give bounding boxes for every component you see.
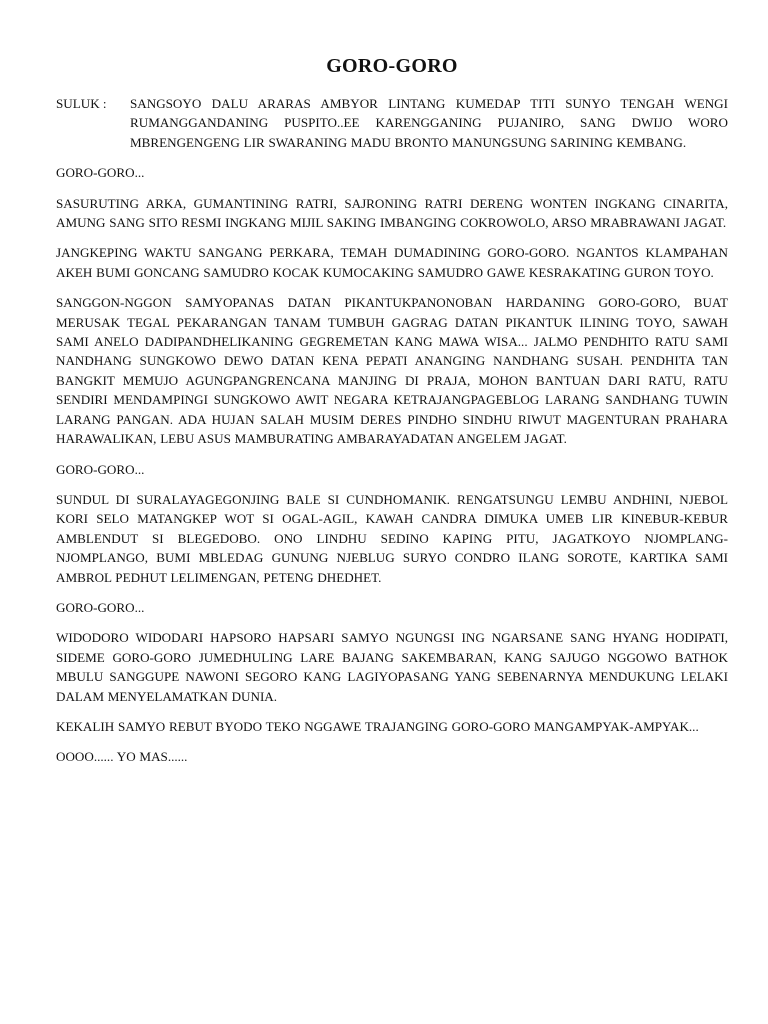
paragraph-kekalih: KEKALIH SAMYO REBUT BYODO TEKO NGGAWE TRAJANGING GORO-GORO MANGAMPYAK-AMPYAK... [56,718,699,734]
paragraph-sanggon-nggon: SANGGON-NGGON SAMYOPANAS DATAN PIKANTUKPANONOBAN HARDANING GORO-GORO, BUAT MERUSAK TEGAL PEKARANGAN TANAM TUMBUH GAGRAG DATAN PIKANTUK ILINING TOYO, SAWAH SAMI ANELO DADIPANDHELIKANING GEGREMETAN KANG MAWA WISA... JALMO PENDHITO RATU SAMI NANDHANG SUNGKOWO DEWO DATAN KENA PEPATI ANANGING NANDHANG SUSAH. PENDHITA TAN BANGKIT MEMUJO AGUNGPANGRENCANA MANJING DI PRAJA, MOHON BANTUAN DARI RATU, RATU SENDIRI MENDAMPINGI SUNGKOWO AWIT NEGARA KETRAJANGPAGEBLOG LARANG SANDHANG TUWIN LARANG PANGAN. ADA HUJAN SALAH MUSIM DERES PINDHO SINDHU RIWUT MAGENTURAN PRAHARA HARAWALIKAN, LEBU ASUS MAMBURATING AMBARAYADATAN ANGELEM JAGAT. [56,295,728,447]
paragraph-widodoro: WIDODORO WIDODARI HAPSORO HAPSARI SAMYO NGUNGSI ING NGARSANE SANG HYANG HODIPATI, SIDEME GORO-GORO JUMEDHULING LARE BAJANG SAKEMBARAN, KANG SAJUGO NGGOWO BATHOK MBULU SANGGUPE NAWONI SEGORO KANG LAGIYOPASANG YANG SEBENARNYA MENDUKUNG LELAKI DALAM MENYELAMATKAN DUNIA. [56,630,728,704]
paragraph-goro-goro-2: GORO-GORO... [56,461,145,477]
document-title: GORO-GORO [326,55,458,77]
suluk-label: SULUK : [56,96,107,111]
paragraph-oooo: OOOO...... YO MAS...... [56,749,188,765]
paragraph-sundul: SUNDUL DI SURALAYAGEGONJING BALE SI CUNDHOMANIK. RENGATSUNGU LEMBU ANDHINI, NJEBOL KORI SELO MATANGKEP WOT SI OGAL-AGIL, KAWAH CANDRA DIMUKA UMEB LIR KINEBUR-KEBUR AMBLENDUT SI BLEGEDOBO. ONO LINDHU SEDINO KAPING PITU, JAGATKOYO NJOMPLANG-NJOMPLANGO, BUMI MBLEDAG GUNUNG NJEBLUG SURYO CONDRO ILANG SOROTE, KARTIKA SAMI AMBROL PEDHUT LELIMENGAN, PETENG DHEDHET. [56,491,728,585]
document-page [56,52,728,778]
paragraph-jangkeping: JANGKEPING WAKTU SANGANG PERKARA, TEMAH DUMADINING GORO-GORO. NGANTOS KLAMPAHAN AKEH BUMI GONCANG SAMUDRO KOCAK KUMOCAKING SAMUDRO GAWE KESRAKATING GURON TOYO. [56,245,728,280]
paragraph-sasuruting: SASURUTING ARKA, GUMANTINING RATRI, SAJRONING RATRI DERENG WONTEN INGKANG CINARITA, AMUNG SANG SITO RESMI INGKANG MIJIL SAKING IMBANGING COKROWOLO, ARSO MRABRAWANI JAGAT. [56,195,728,231]
paragraph-goro-goro-1: GORO-GORO... [56,165,145,181]
paragraph-goro-goro-3: GORO-GORO... [56,599,145,615]
suluk-text: SANGSOYO DALU ARARAS AMBYOR LINTANG KUMEDAP TITI SUNYO TENGAH WENGI RUMANGGANDANING PUSPITO..EE KARENGGANING PUJANIRO, SANG DWIJO WORO MBRENGENGENG LIR SWARANING MADU BRONTO MANUNGSUNG SARINING KEMBANG. [130,96,728,150]
suluk-block [56,94,728,152]
